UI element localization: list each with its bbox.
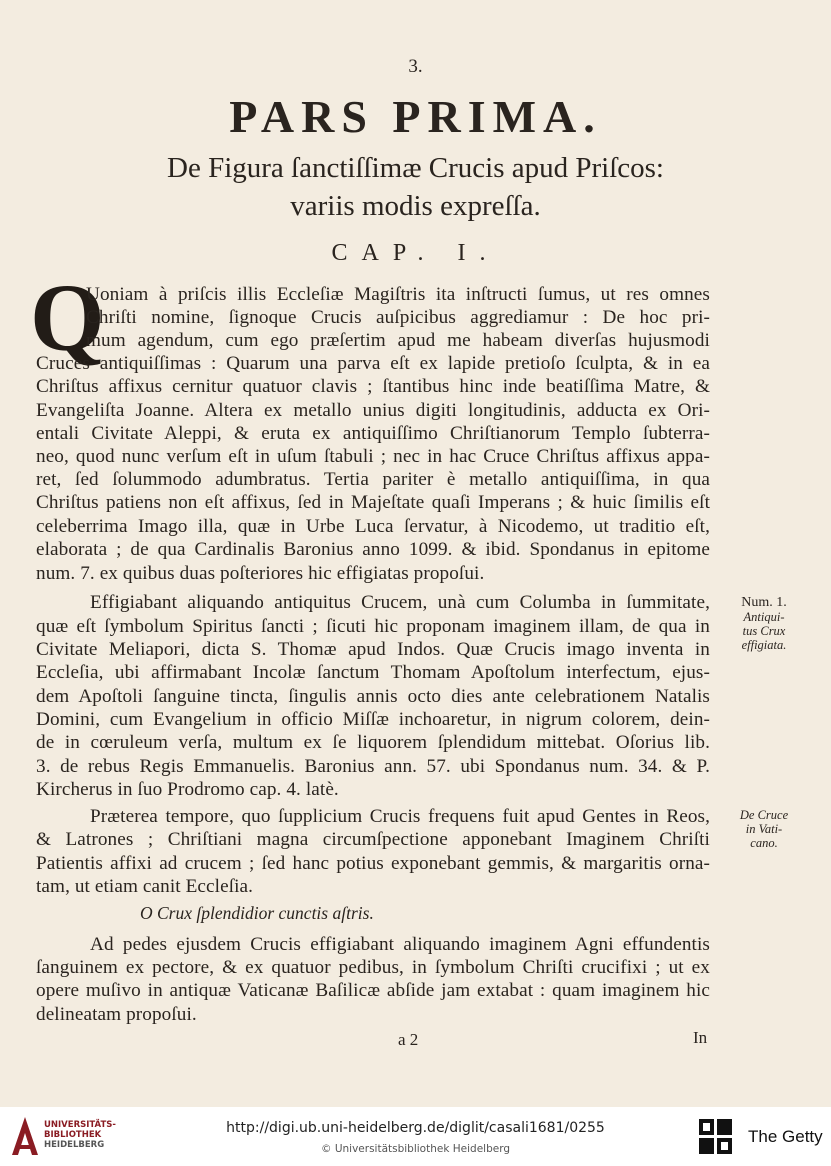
margin-note-vaticano [718,808,810,850]
chapter-heading: CAP. I. [331,240,500,266]
text-line: Evangeliſta Joanne. Altera ex metallo unius digiti longitudinis, adducta ex Ori- [36,400,710,421]
library-name-line: HEIDELBERG [44,1140,105,1150]
subtitle-line-1: De Figura ſanctiſſimæ Crucis apud Priſcos: [167,152,664,184]
text-line: Chriſti nomine, ſignoque Crucis auſpicibus aggrediamur : De hoc pri- [86,307,710,328]
text-line: delineatam propoſui. [36,1004,197,1025]
text-line: ſanguinem ex pectore, & ex quatuor pedibus, in ſymbolum Chriſti crucifixi ; ut ex [36,957,710,978]
drop-cap-initial: Q [30,264,105,371]
verse-quote: O Crux ſplendidior cunctis aſtris. [140,903,374,923]
text-line: Domini, cum Evangelium in officio Miſſæ inchoaretur, in nigrum colorem, dein- [36,709,710,730]
text-line: Chriſtus patiens non eſt affixus, ſed in Majeſtate quaſi Imperans ; & huic ſimilis eſt [36,492,710,513]
copyright-notice: © Universitätsbibliothek Heidelberg [320,1143,510,1155]
margin-note-antiquitus [718,596,810,652]
library-name-line: UNIVERSITÄTS- [44,1120,116,1130]
text-line: quæ eſt ſymbolum Spiritus ſancti ; ſicuti hic proponam imaginem illam, de qua in [36,616,710,637]
text-line: & Latrones ; Chriſtiani magna circumſpectione apponebant Imaginem Chriſti [36,829,710,850]
text-line: celeberrima Imago illa, quæ in Urbe Luca ſervatur, à Nicodemo, ut traditio eſt, [36,516,710,537]
text-line: neo, quod nunc verſum eſt in uſum ſtabuli ; nec in hac Cruce Chriſtus affixus appa- [36,446,710,467]
subtitle-line-2: variis modis expreſſa. [290,190,541,222]
margin-note-line: De Cruce [739,808,789,822]
text-line: Civitate Meliapori, dicta S. Thomæ apud Indos. Quæ Crucis imago inventa in [36,639,710,660]
text-line: 3. de rebus Regis Emmanuelis. Baronius ann. 57. ubi Spondanus num. 34. & P. [36,756,710,777]
signature-mark: a 2 [398,1030,419,1049]
text-line: entali Civitate Aleppi, & eruta ex antiquiſſimo Chriſtianorum Templo ſubterra- [36,423,710,444]
text-line: Kircherus in ſuo Prodromo cap. 4. latè. [36,779,339,800]
library-name-line: BIBLIOTHEK [44,1130,102,1140]
getty-logo-icon [698,1118,734,1156]
text-line: Ad pedes ejusdem Crucis effigiabant aliquando imaginem Agni effundentis [90,934,710,955]
text-line: Præterea tempore, quo ſupplicium Crucis frequens fuit apud Gentes in Reos, [90,806,710,827]
permalink-url[interactable]: http://digi.ub.uni-heidelberg.de/diglit/casali1681/0255 [226,1120,605,1136]
viewer-footer [0,1107,831,1166]
text-line: Chriſtus affixus cernitur quatuor clavis ; ſtantibus hinc inde beatiſſima Matre, & [36,376,710,397]
text-line: num. 7. ex quibus duas poſteriores hic effigiatas propoſui. [36,563,485,584]
text-line: tam, ut etiam canit Eccleſia. [36,876,254,897]
text-line: Effigiabant aliquando antiquitus Crucem, unà cum Columba in ſummitate, [90,592,710,613]
text-line: ret, ſed ſolummodo adumbratus. Tertia pariter è metallo antiquiſſima, in qua [36,469,710,490]
margin-note-line: Num. 1. [741,595,787,610]
text-line: mum agendum, cum ego præſertim apud me habeam diverſas hujusmodi [86,330,710,351]
margin-note-line: effigiata. [741,638,787,652]
part-title: PARS PRIMA. [229,91,602,142]
text-line: Cruces antiquiſſimas : Quarum una parva eſt ex lapide pretioſo ſculpta, & in ea [36,353,710,374]
page-number: 3. [408,56,423,77]
text-line: de in cœruleum verſa, multum ex ſe liquorem ſplendidum mittebat. Oſorius lib. [36,732,710,753]
catchword: In [693,1028,708,1047]
getty-name: The Getty [748,1127,823,1146]
text-line: Patientis affixi ad crucem ; ſed hanc potius exponebant gemmis, & margaritis orna- [36,853,710,874]
margin-note-line: tus Crux [742,624,786,638]
text-line: opere muſivo in antiquæ Vaticanæ Baſilicæ abſide jam extabat : quam imaginem hic [36,980,710,1001]
margin-note-line: cano. [750,836,778,850]
text-line: Uoniam à priſcis illis Eccleſiæ Magiſtris ita inſtructi ſumus, ut res omnes [86,284,710,305]
margin-note-line: in Vati- [745,822,783,836]
text-line: dem Apoſtoli ſanguine tincta, ſingulis annis octo dies ante celebrationem Natalis [36,686,710,707]
text-line: Eccleſia, ubi affirmabant Incolæ ſanctum Thomam Apoſtolum interfectum, ejus- [36,662,710,683]
margin-note-line: Antiqui- [743,610,785,624]
text-line: elaborata ; de qua Cardinalis Baronius anno 1099. & ibid. Spondanus in epitome [36,539,710,560]
